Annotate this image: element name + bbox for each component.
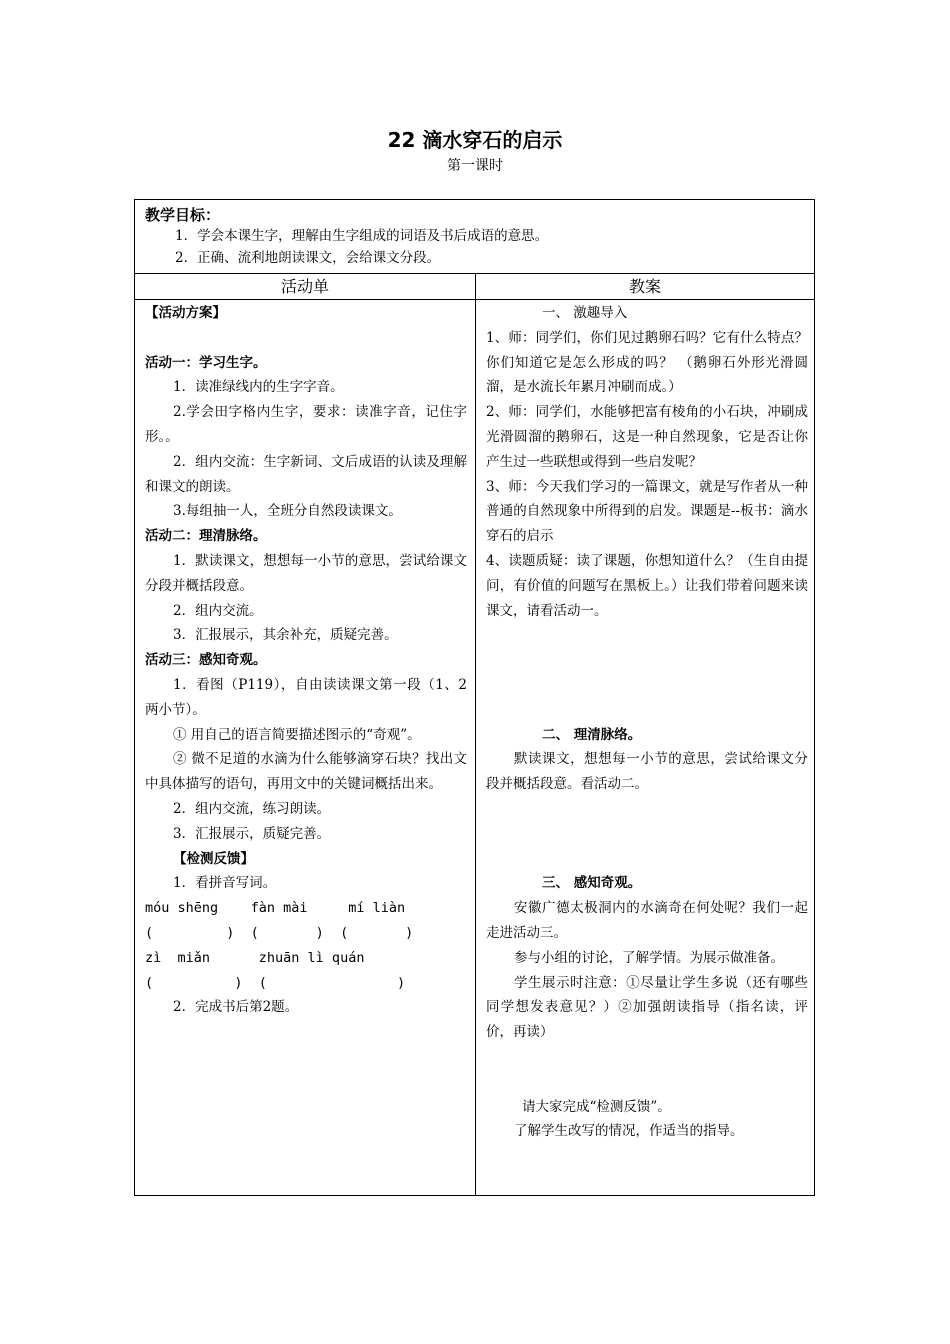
activity-3-item: 3．汇报展示，质疑完善。 xyxy=(173,825,331,842)
activity-1-item: 1．读准绿线内的生字字音。 xyxy=(173,379,344,396)
teaching-goals xyxy=(135,200,814,274)
page-subtitle: 第一课时 xyxy=(447,158,503,174)
activity-1-title: 活动一：学习生字。 xyxy=(145,354,267,371)
answer-blanks: ( ) ( ) xyxy=(145,974,406,991)
goal-item: 2．正确、流利地朗读课文，会给课文分段。 xyxy=(175,250,441,266)
answer-blanks: ( ) ( ) ( ) xyxy=(145,924,414,941)
page-title: 22 滴水穿石的启示 xyxy=(387,128,563,152)
activity-3-item: 2．组内交流，练习朗读。 xyxy=(173,800,331,817)
plan-paragraph: 1、师：同学们，你们见过鹅卵石吗？它有什么特点？你们知道它是怎么形成的吗？ （鹅卵石外形光滑圆溜，是水流长年累月冲刷而成。） xyxy=(486,329,808,396)
plan-paragraph: 安徽广德太极洞内的水滴奇在何处呢？我们一起走进活动三。 xyxy=(486,900,808,941)
plan-paragraph: 4、读题质疑：读了课题，你想知道什么？（生自由提问，有价值的问题写在黑板上。）让我们带着问题来读课文，请看活动一。 xyxy=(486,552,808,619)
section-3-title: 三、 感知奇观。 xyxy=(542,875,642,892)
lesson-plan-column xyxy=(476,300,814,1195)
activity-sheet-header: 活动单 xyxy=(135,274,476,300)
activity-3-item: 1．看图（P119），自由读读课文第一段（1、2两小节）。 xyxy=(145,676,467,718)
pinyin-row: móu shēng fàn mài mí liàn xyxy=(145,900,406,917)
goals-heading: 教学目标： xyxy=(145,206,221,224)
feedback-heading: 【检测反馈】 xyxy=(173,850,254,867)
section-2-title: 二、 理清脉络。 xyxy=(542,726,642,743)
plan-heading: 【活动方案】 xyxy=(145,305,226,321)
activity-1-item: 3.每组抽一人，全班分自然段读课文。 xyxy=(173,503,402,520)
plan-paragraph: 2、师：同学们，水能够把富有棱角的小石块，冲刷成光滑圆溜的鹅卵石，这是一种自然现象，它是否让你产生过一些联想或得到一些启发呢？ xyxy=(486,404,808,470)
activity-3-item: ② 微不足道的水滴为什么能够滴穿石块？找出文中具体描写的语句，再用文中的关键词概括出来。 xyxy=(145,751,467,793)
goal-item: 1．学会本课生字，理解由生字组成的词语及书后成语的意思。 xyxy=(175,228,549,244)
closing-line: 请大家完成“检测反馈”。 xyxy=(522,1098,671,1115)
activity-3-title: 活动三：感知奇观。 xyxy=(145,652,267,669)
activity-1-item: 2.学会田字格内生字，要求：读准字音，记住字形。。 xyxy=(145,404,467,445)
plan-paragraph: 3、师：今天我们学习的一篇课文，就是写作者从一种普通的自然现象中所得到的启发。课题是--板书：滴水穿石的启示 xyxy=(486,478,808,545)
pinyin-row: zì miǎn zhuān lì quán xyxy=(145,949,365,966)
activity-2-title: 活动二：理清脉络。 xyxy=(145,528,267,545)
feedback-item: 1．看拼音写词。 xyxy=(173,875,277,892)
activity-2-item: 1．默读课文，想想每一小节的意思，尝试给课文分段并概括段意。 xyxy=(145,552,467,594)
feedback-item: 2．完成书后第2题。 xyxy=(173,999,299,1016)
activity-2-item: 2．组内交流。 xyxy=(173,602,263,619)
lesson-table xyxy=(134,199,815,1196)
plan-paragraph: 参与小组的讨论，了解学情。为展示做准备。 xyxy=(514,949,784,966)
lesson-plan-header: 教案 xyxy=(476,274,814,300)
plan-paragraph: 默读课文，想想每一小节的意思，尝试给课文分段并概括段意。看活动二。 xyxy=(486,751,808,793)
plan-paragraph: 学生展示时注意：①尽量让学生多说（还有哪些同学想发表意见？）②加强朗读指导（指名读，评价，再读） xyxy=(486,974,808,1041)
activity-1-item: 2．组内交流：生字新词、文后成语的认读及理解和课文的朗读。 xyxy=(145,453,467,495)
closing-line: 了解学生改写的情况，作适当的指导。 xyxy=(514,1123,744,1140)
activity-3-item: ① 用自己的语言简要描述图示的“奇观”。 xyxy=(173,726,421,743)
section-1-title: 一、 激趣导入 xyxy=(542,305,628,321)
activity-column xyxy=(135,300,476,1195)
activity-2-item: 3．汇报展示，其余补充，质疑完善。 xyxy=(173,627,398,644)
